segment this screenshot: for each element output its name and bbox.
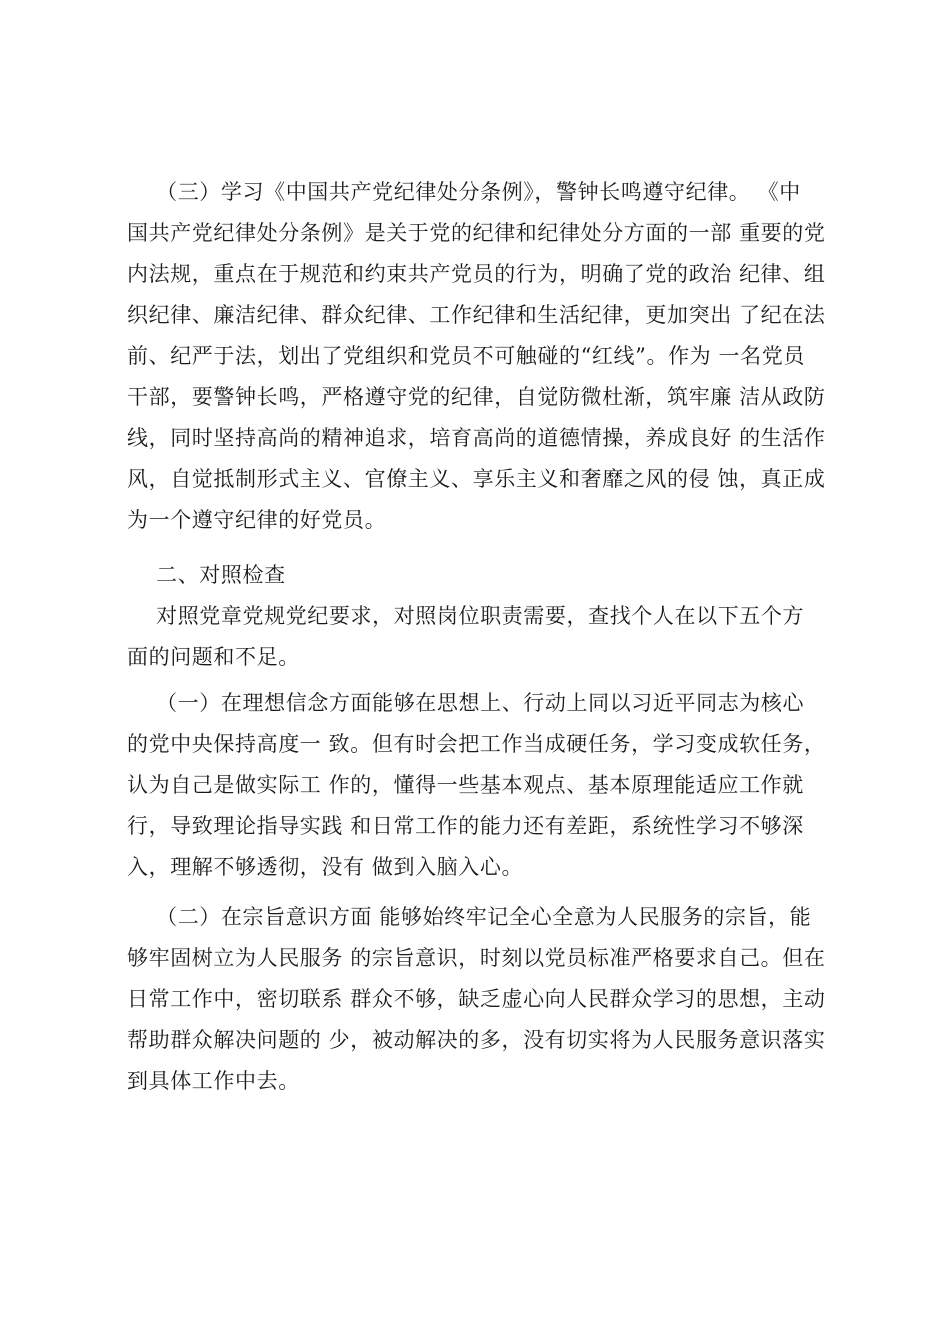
paragraph-line: 线，同时坚持高尚的精神追求，培育高尚的道德情操，养成良好 的生活作	[127, 426, 826, 450]
paragraph-line: （二）在宗旨意识方面 能够始终牢记全心全意为人民服务的宗旨，能	[127, 905, 812, 929]
paragraph-line: 行，导致理论指导实践 和日常工作的能力还有差距，系统性学习不够深	[127, 814, 804, 838]
paragraph-line: 面的问题和不足。	[127, 645, 300, 669]
paragraph-line: 内法规，重点在于规范和约束共产党员的行为，明确了党的政治 纪律、组	[127, 262, 826, 286]
paragraph-line: 前、纪严于法，划出了党组织和党员不可触碰的“红线”。作为 一名党员	[127, 344, 805, 368]
paragraph-line: 日常工作中，密切联系 群众不够，缺乏虚心向人民群众学习的思想，主动	[127, 987, 826, 1011]
paragraph-line: 风，自觉抵制形式主义、官僚主义、享乐主义和奢靡之风的侵 蚀，真正成	[127, 467, 826, 491]
paragraph-line: （三）学习《中国共产党纪律处分条例》，警钟长鸣遵守纪律。 《中	[127, 180, 801, 204]
paragraph-line: 帮助群众解决问题的 少，被动解决的多，没有切实将为人民服务意识落实	[127, 1028, 826, 1052]
paragraph-line: 对照党章党规党纪要求，对照岗位职责需要，查找个人在以下五个方	[127, 604, 805, 628]
paragraph-line: 织纪律、廉洁纪律、群众纪律、工作纪律和生活纪律，更加突出 了纪在法	[127, 303, 826, 327]
paragraph-line: 认为自己是做实际工 作的，懂得一些基本观点、基本原理能适应工作就	[127, 773, 804, 797]
paragraph-line: 干部，要警钟长鸣，严格遵守党的纪律，自觉防微杜渐，筑牢廉 洁从政防	[127, 385, 826, 409]
paragraph-line: 国共产党纪律处分条例》是关于党的纪律和纪律处分方面的一部 重要的党	[127, 221, 826, 245]
paragraph-line: 到具体工作中去。	[127, 1069, 300, 1093]
paragraph-line: 的党中央保持高度一 致。但有时会把工作当成硬任务，学习变成软任务，	[127, 732, 826, 756]
section-heading: 二、对照检查	[127, 563, 286, 587]
paragraph-line: 入，理解不够透彻，没有 做到入脑入心。	[127, 855, 524, 879]
paragraph-line: 为一个遵守纪律的好党员。	[127, 508, 387, 532]
paragraph-line: 够牢固树立为人民服务 的宗旨意识，时刻以党员标准严格要求自己。但在	[127, 946, 826, 970]
paragraph-line: （一）在理想信念方面能够在思想上、行动上同以习近平同志为核心	[127, 691, 805, 715]
